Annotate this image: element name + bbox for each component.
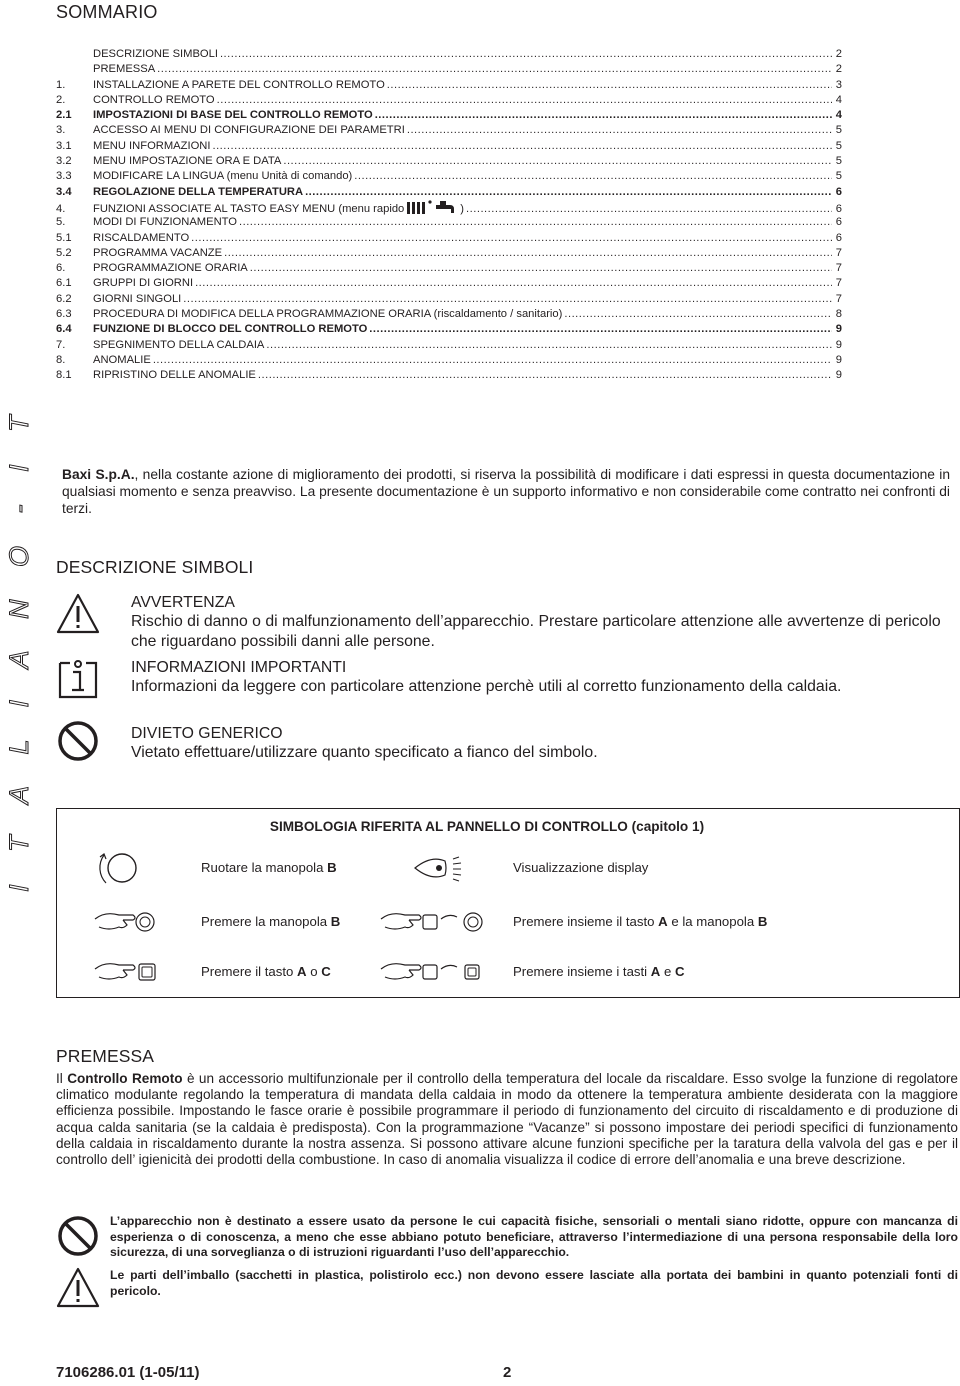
toc-title: INSTALLAZIONE A PARETE DEL CONTROLLO REMOTO bbox=[93, 78, 385, 91]
symbols-section-title: DESCRIZIONE SIMBOLI bbox=[56, 557, 254, 577]
toc-page-number: 9 bbox=[835, 369, 842, 382]
toc-page-number: 5 bbox=[835, 124, 842, 137]
toc-number: 3.1 bbox=[56, 139, 72, 152]
page-title: SOMMARIO bbox=[56, 2, 158, 22]
toc-leader-dots bbox=[153, 353, 832, 368]
toc-leader-dots bbox=[191, 231, 832, 246]
toc-page-number: 5 bbox=[835, 170, 842, 183]
toc-title: PREMESSA bbox=[93, 63, 156, 76]
table-of-contents bbox=[56, 47, 842, 384]
toc-leader-dots bbox=[220, 47, 832, 62]
toc-number: 6. bbox=[56, 262, 66, 275]
warning-triangle-icon bbox=[56, 592, 100, 636]
symbol-prohibition bbox=[131, 724, 956, 763]
toc-number: 6.3 bbox=[56, 308, 72, 321]
toc-leader-dots bbox=[369, 322, 832, 337]
rotate-knob-icon bbox=[97, 845, 143, 891]
toc-leader-dots bbox=[195, 276, 832, 291]
toc-leader-dots bbox=[305, 185, 832, 200]
toc-page-number: 5 bbox=[835, 139, 842, 152]
toc-title: REGOLAZIONE DELLA TEMPERATURA bbox=[93, 185, 304, 198]
toc-leader-dots bbox=[224, 246, 832, 261]
toc-number: 8.1 bbox=[56, 369, 72, 382]
toc-page-number: 9 bbox=[835, 323, 842, 336]
toc-number: 6.4 bbox=[56, 323, 72, 336]
toc-leader-dots bbox=[212, 139, 832, 154]
toc-number: 1. bbox=[56, 78, 66, 91]
symbol-info bbox=[131, 658, 956, 697]
toc-number: 3. bbox=[56, 124, 66, 137]
legend-rotate-knob-text: Ruotare la manopola B bbox=[201, 860, 337, 875]
toc-leader-dots bbox=[387, 78, 832, 93]
toc-page-number: 7 bbox=[835, 277, 842, 290]
legend-press-button-text: Premere il tasto A o C bbox=[201, 964, 331, 979]
legend-press-two-buttons-text: Premere insieme i tasti A e C bbox=[513, 964, 685, 979]
toc-title: MENU INFORMAZIONI bbox=[93, 139, 211, 152]
toc-number: 3.3 bbox=[56, 170, 72, 183]
toc-title: PROGRAMMAZIONE ORARIA bbox=[93, 262, 248, 275]
toc-leader-dots bbox=[283, 154, 832, 169]
toc-number: 3.4 bbox=[56, 185, 72, 198]
press-button-and-knob-icon bbox=[379, 905, 487, 939]
toc-number: 6.2 bbox=[56, 292, 72, 305]
toc-title: SPEGNIMENTO DELLA CALDAIA bbox=[93, 338, 265, 351]
symbol-prohibition-text: Vietato effettuare/utilizzare quanto specificato a fianco del simbolo. bbox=[131, 744, 598, 761]
toc-entry bbox=[56, 169, 842, 184]
toc-number: 7. bbox=[56, 338, 66, 351]
toc-page-number: 6 bbox=[835, 185, 842, 198]
toc-page-number: 5 bbox=[835, 155, 842, 168]
toc-title: MODI DI FUNZIONAMENTO bbox=[93, 216, 237, 229]
radiator-tap-icon bbox=[406, 200, 458, 214]
toc-title: GIORNI SINGOLI bbox=[93, 292, 182, 305]
toc-title: PROGRAMMA VACANZE bbox=[93, 246, 223, 259]
toc-page-number: 4 bbox=[835, 109, 842, 122]
toc-leader-dots bbox=[354, 169, 832, 184]
premessa-text: Il Controllo Remoto è un accessorio multifunzionale per il controllo della temperatura del locale da riscaldare. Esso svolge la funzione di regolatore climatico modulante regolando la temperatura di mandata della caldaia in modo da ottenere la temperatura ambiente desiderata con la maggiore efficienza possibile. Impostando le fasce orarie è possibile programmare il periodo di funzionamento del circuito di riscaldamento e di produzione di acqua calda sanitaria (se la caldaia è predisposta). Con la programmazione “Vacanze” si possono impostare dei periodi specifici di funzionamento della caldaia in riscaldamento durante la nostra assenza. Si possono attivare alcune funzioni specifiche per la taratura della valvola del gas e per il controllo dell’ igienicità dei prodotti della combustione. In caso di anomalia visualizza il codice di errore dell’anomalia e una breve descrizione. bbox=[56, 1071, 958, 1168]
symbol-warning bbox=[131, 593, 956, 652]
document-code: 7106286.01 (1-05/11) bbox=[56, 1364, 200, 1381]
legend-row bbox=[57, 851, 960, 885]
toc-leader-dots bbox=[258, 368, 832, 383]
notice-prohibition: L’apparecchio non è destinato a essere usato da persone le cui capacità fisiche, sensoriali o mentali siano ridotte, oppure con mancanza di esperienza o di conoscenza, a meno che esse abbiano potuto beneficiare, attraverso l’intermediazione di una persona responsabile della loro sicurezza, di una sorveglianza o di istruzioni riguardanti l’uso dell’apparecchio. bbox=[110, 1214, 958, 1260]
company-name: Baxi S.p.A. bbox=[62, 467, 135, 482]
toc-entry bbox=[56, 338, 842, 353]
toc-number: 5.2 bbox=[56, 246, 72, 259]
toc-entry bbox=[56, 93, 842, 108]
toc-title: ACCESSO AI MENU DI CONFIGURAZIONE DEI PARAMETRI bbox=[93, 124, 405, 137]
toc-page-number: 8 bbox=[835, 308, 842, 321]
toc-page-number: 2 bbox=[835, 48, 842, 60]
toc-leader-dots bbox=[375, 108, 832, 123]
symbol-info-text: Informazioni da leggere con particolare attenzione perchè utili al corretto funzionamento della caldaia. bbox=[131, 678, 842, 695]
view-display-icon bbox=[409, 851, 465, 885]
warning-triangle-icon bbox=[56, 1266, 100, 1310]
legend-press-button-and-knob-text: Premere insieme il tasto A e la manopola B bbox=[513, 914, 768, 929]
toc-number: 6.1 bbox=[56, 277, 72, 290]
side-language-label bbox=[2, 400, 38, 900]
toc-leader-dots bbox=[564, 307, 832, 322]
toc-title: MENU IMPOSTAZIONE ORA E DATA bbox=[93, 155, 282, 168]
toc-entry bbox=[56, 368, 842, 383]
toc-leader-dots bbox=[217, 93, 832, 108]
toc-page-number: 6 bbox=[835, 231, 842, 244]
toc-page-number: 3 bbox=[835, 78, 842, 91]
toc-leader-dots bbox=[183, 292, 832, 307]
toc-entry bbox=[56, 215, 842, 230]
toc-entry bbox=[56, 261, 842, 276]
toc-page-number: 6 bbox=[835, 216, 842, 229]
toc-leader-dots bbox=[239, 215, 832, 230]
symbol-warning-text: Rischio di danno o di malfunzionamento dell’apparecchio. Prestare particolare attenzione alle avvertenze di pericolo che riguardano possibili danni alle persone. bbox=[131, 613, 941, 650]
toc-entry bbox=[56, 47, 842, 62]
legend-title: SIMBOLOGIA RIFERITA AL PANNELLO DI CONTROLLO (capitolo 1) bbox=[269, 819, 705, 834]
notice-warning: Le parti dell’imballo (sacchetti in plastica, polistirolo ecc.) non devono essere lasciate alla portata dei bambini in quanto potenziali fonti di pericolo. bbox=[110, 1268, 958, 1298]
toc-title: DESCRIZIONE SIMBOLI bbox=[93, 48, 218, 60]
toc-entry bbox=[56, 185, 842, 200]
toc-entry bbox=[56, 78, 842, 93]
legend-row bbox=[57, 955, 960, 989]
toc-title: CONTROLLO REMOTO bbox=[93, 93, 215, 106]
symbol-prohibition-title: DIVIETO GENERICO bbox=[131, 725, 283, 742]
toc-number: 2.1 bbox=[56, 109, 72, 122]
toc-number: 5.1 bbox=[56, 231, 72, 244]
symbol-warning-title: AVVERTENZA bbox=[131, 594, 235, 611]
toc-page-number: 7 bbox=[835, 262, 842, 275]
press-two-buttons-icon bbox=[379, 955, 487, 989]
toc-title: FUNZIONE DI BLOCCO DEL CONTROLLO REMOTO bbox=[93, 323, 368, 336]
toc-entry bbox=[56, 62, 842, 77]
toc-number: 5. bbox=[56, 216, 66, 229]
toc-number: 4. bbox=[56, 202, 66, 215]
prohibition-icon bbox=[56, 719, 100, 763]
toc-entry bbox=[56, 139, 842, 154]
toc-entry bbox=[56, 307, 842, 322]
toc-number: 8. bbox=[56, 353, 66, 366]
toc-page-number: 7 bbox=[835, 246, 842, 259]
toc-title: PROCEDURA DI MODIFICA DELLA PROGRAMMAZIONE ORARIA (riscaldamento / sanitario) bbox=[93, 308, 563, 321]
toc-title: FUNZIONI ASSOCIATE AL TASTO EASY MENU (menu rapido ) bbox=[93, 200, 464, 217]
legend-press-knob-text: Premere la manopola B bbox=[201, 914, 341, 929]
toc-page-number: 7 bbox=[835, 292, 842, 305]
prohibition-icon bbox=[56, 1214, 100, 1258]
toc-entry bbox=[56, 200, 842, 215]
press-knob-icon bbox=[93, 905, 159, 939]
toc-entry bbox=[56, 353, 842, 368]
toc-number: 3.2 bbox=[56, 155, 72, 168]
toc-entry bbox=[56, 276, 842, 291]
toc-entry bbox=[56, 154, 842, 169]
toc-leader-dots bbox=[157, 62, 832, 77]
toc-entry bbox=[56, 231, 842, 246]
legend-view-display-text: Visualizzazione display bbox=[513, 860, 649, 875]
press-button-icon bbox=[93, 955, 159, 989]
toc-title: ANOMALIE bbox=[93, 353, 151, 366]
disclaimer-text: , nella costante azione di miglioramento dei prodotti, si riserva la possibilità di modificare i dati espressi in questa documentazione in qualsiasi momento e senza preavviso. La presente documentazione è un supporto informativo e non considerabile come contratto nei confronti di terzi. bbox=[62, 467, 950, 517]
toc-page-number: 9 bbox=[835, 353, 842, 366]
toc-title: MODIFICARE LA LINGUA (menu Unità di comando) bbox=[93, 170, 353, 183]
toc-entry bbox=[56, 322, 842, 337]
toc-title: RIPRISTINO DELLE ANOMALIE bbox=[93, 369, 256, 382]
toc-page-number: 6 bbox=[835, 202, 842, 215]
toc-title: RISCALDAMENTO bbox=[93, 231, 190, 244]
toc-title: IMPOSTAZIONI DI BASE DEL CONTROLLO REMOTO bbox=[93, 109, 373, 122]
toc-title: GRUPPI DI GIORNI bbox=[93, 277, 194, 290]
disclaimer bbox=[62, 466, 950, 518]
side-language-text: I T A L I A N O - I T bbox=[4, 402, 34, 892]
control-panel-legend bbox=[56, 808, 960, 998]
toc-entry bbox=[56, 246, 842, 261]
symbol-info-title: INFORMAZIONI IMPORTANTI bbox=[131, 659, 347, 676]
toc-entry bbox=[56, 108, 842, 123]
toc-leader-dots bbox=[250, 261, 832, 276]
toc-entry bbox=[56, 292, 842, 307]
toc-number: 2. bbox=[56, 93, 66, 106]
page-number: 2 bbox=[503, 1364, 512, 1381]
toc-page-number: 9 bbox=[835, 338, 842, 351]
toc-leader-dots bbox=[407, 123, 832, 138]
toc-page-number: 4 bbox=[835, 93, 842, 106]
toc-entry bbox=[56, 123, 842, 138]
legend-row bbox=[57, 905, 960, 939]
toc-page-number: 2 bbox=[835, 63, 842, 76]
info-icon bbox=[56, 657, 100, 701]
toc-leader-dots bbox=[266, 338, 832, 353]
premessa-title: PREMESSA bbox=[56, 1046, 155, 1066]
